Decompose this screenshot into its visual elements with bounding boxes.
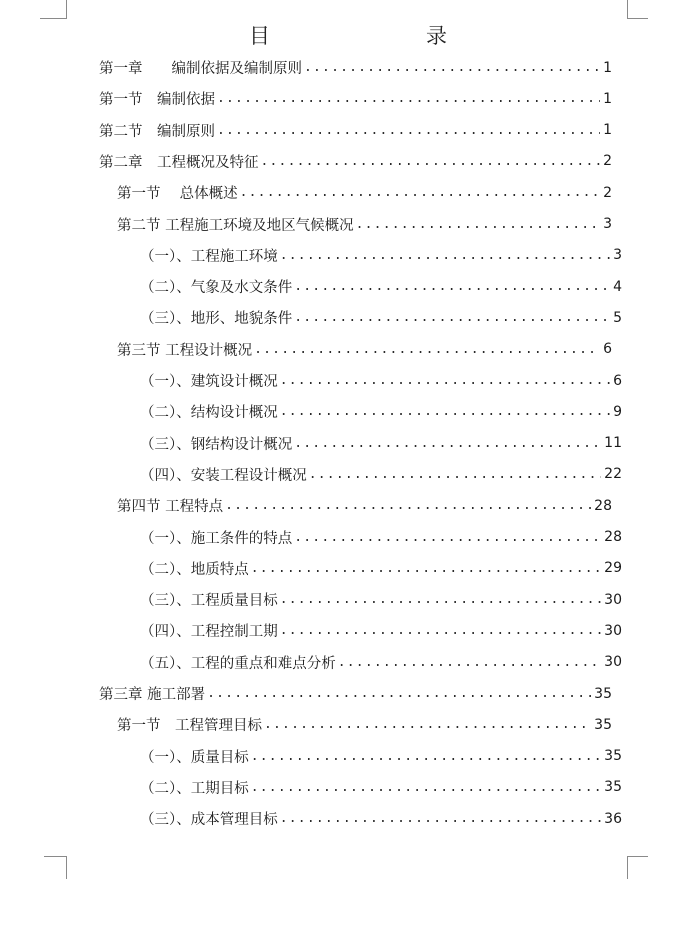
toc-entry-label: 第三章 施工部署 bbox=[99, 687, 206, 703]
toc-entry-page-number: 9 bbox=[613, 403, 622, 420]
toc-entry[interactable] bbox=[140, 553, 622, 584]
crop-mark-top-left bbox=[40, 0, 67, 19]
toc-dot-leader bbox=[294, 437, 601, 450]
toc-entry[interactable] bbox=[140, 647, 622, 678]
toc-dot-leader bbox=[264, 718, 591, 731]
toc-entry-label: 第一节 总体概述 bbox=[117, 186, 238, 203]
toc-entry[interactable] bbox=[140, 396, 622, 427]
toc-entry[interactable] bbox=[117, 334, 612, 365]
toc-entry-page-number: 2 bbox=[603, 184, 612, 201]
toc-dot-leader bbox=[280, 249, 610, 262]
toc-entry-label: （三）、成本管理目标 bbox=[140, 812, 278, 829]
toc-dot-leader bbox=[356, 218, 600, 231]
toc-dot-leader bbox=[294, 311, 610, 324]
toc-entry[interactable] bbox=[99, 115, 612, 146]
toc-entry[interactable] bbox=[117, 177, 612, 208]
toc-entry-page-number: 3 bbox=[603, 216, 612, 232]
toc-entry-label: （二）、地质特点 bbox=[140, 561, 249, 578]
toc-dot-leader bbox=[240, 186, 600, 199]
toc-entry-label: （三）、钢结构设计概况 bbox=[140, 436, 293, 453]
toc-entry[interactable] bbox=[117, 209, 612, 240]
toc-entry-page-number: 28 bbox=[594, 497, 612, 514]
toc-entry[interactable] bbox=[140, 428, 622, 459]
toc-entry[interactable] bbox=[140, 615, 622, 646]
toc-entry-label: 第一节 编制依据 bbox=[99, 92, 215, 109]
toc-title: 目 录 bbox=[249, 24, 485, 48]
toc-entry-label: 第一节 工程管理目标 bbox=[117, 718, 262, 735]
toc-dot-leader bbox=[225, 499, 591, 512]
toc-dot-leader bbox=[280, 374, 610, 387]
toc-entry[interactable] bbox=[140, 240, 622, 271]
toc-dot-leader bbox=[261, 155, 601, 168]
toc-entry-page-number: 6 bbox=[603, 341, 612, 358]
toc-dot-leader bbox=[207, 687, 591, 700]
toc-entry[interactable] bbox=[140, 772, 622, 803]
toc-dot-leader bbox=[217, 92, 600, 105]
toc-entry[interactable] bbox=[99, 52, 612, 83]
toc-entry-label: （二）、气象及水文条件 bbox=[140, 280, 293, 297]
toc-entry-page-number: 3 bbox=[613, 247, 622, 264]
toc-entry-label: （五）、工程的重点和难点分析 bbox=[140, 655, 336, 672]
toc-entry[interactable] bbox=[140, 522, 622, 553]
toc-entry-page-number: 4 bbox=[613, 278, 622, 295]
toc-entry-label: （二）、结构设计概况 bbox=[140, 405, 278, 422]
toc-entry[interactable] bbox=[117, 490, 612, 521]
toc-entry-page-number: 35 bbox=[604, 748, 622, 765]
toc-entry-page-number: 36 bbox=[604, 810, 622, 827]
toc-entry-label: （三）、地形、地貌条件 bbox=[140, 311, 293, 328]
toc-entry[interactable] bbox=[140, 365, 622, 396]
crop-mark-bottom-left bbox=[44, 856, 67, 879]
toc-entry-page-number: 1 bbox=[603, 59, 612, 76]
toc-entry-page-number: 30 bbox=[604, 622, 622, 639]
toc-entry-label: 第二节 编制原则 bbox=[99, 123, 215, 140]
toc-dot-leader bbox=[217, 124, 600, 137]
toc-entry-label: （一）、质量目标 bbox=[140, 749, 249, 766]
toc-entry[interactable] bbox=[117, 709, 612, 740]
toc-entry-label: （二）、工期目标 bbox=[140, 780, 249, 797]
toc-entry-page-number: 1 bbox=[603, 90, 612, 107]
toc-dot-leader bbox=[280, 593, 601, 606]
toc-entry[interactable] bbox=[140, 803, 622, 834]
crop-mark-top-right bbox=[627, 0, 648, 19]
toc-entry[interactable] bbox=[140, 271, 622, 302]
toc-entry-page-number: 1 bbox=[603, 122, 612, 139]
toc-entry-page-number: 35 bbox=[604, 779, 622, 796]
toc-dot-leader bbox=[254, 343, 600, 356]
toc-entry-label: （四）、安装工程设计概况 bbox=[140, 467, 307, 484]
toc-entry-page-number: 28 bbox=[604, 529, 622, 545]
toc-entry[interactable] bbox=[99, 83, 612, 114]
toc-entry-page-number: 30 bbox=[604, 591, 622, 608]
toc-entry[interactable] bbox=[140, 302, 622, 333]
toc-entry-page-number: 22 bbox=[604, 466, 622, 483]
toc-dot-leader bbox=[294, 531, 601, 544]
toc-dot-leader bbox=[280, 812, 601, 825]
toc-entry-label: （四）、工程控制工期 bbox=[140, 624, 278, 641]
toc-entry[interactable] bbox=[140, 741, 622, 772]
toc-dot-leader bbox=[304, 61, 600, 74]
toc-entry-label: （一）、工程施工环境 bbox=[140, 248, 278, 265]
toc-entry-page-number: 5 bbox=[613, 309, 622, 326]
toc-dot-leader bbox=[294, 280, 610, 293]
toc-entry-label: 第二章 工程概况及特征 bbox=[99, 154, 259, 171]
toc-dot-leader bbox=[338, 656, 601, 669]
toc-entry-label: 第三节 工程设计概况 bbox=[117, 342, 253, 359]
toc-entry-label: （三）、工程质量目标 bbox=[140, 593, 278, 610]
toc-dot-leader bbox=[251, 781, 601, 794]
toc-entry[interactable] bbox=[140, 584, 622, 615]
toc-dot-leader bbox=[251, 750, 601, 763]
toc-entry[interactable] bbox=[99, 146, 612, 177]
toc-entry-label: （一）、施工条件的特点 bbox=[140, 530, 293, 547]
toc-entry[interactable] bbox=[99, 678, 612, 709]
toc-entry-page-number: 2 bbox=[603, 153, 612, 170]
toc-entry-label: 第四节 工程特点 bbox=[117, 499, 224, 516]
toc-entry-label: 第一章 编制依据及编制原则 bbox=[99, 61, 302, 77]
toc-entry-page-number: 35 bbox=[594, 716, 612, 733]
toc-dot-leader bbox=[251, 562, 601, 575]
toc-dot-leader bbox=[309, 468, 601, 481]
toc-entry-page-number: 6 bbox=[613, 372, 622, 389]
toc-entry-label: （一）、建筑设计概况 bbox=[140, 374, 278, 390]
toc-dot-leader bbox=[280, 624, 601, 637]
crop-mark-bottom-right bbox=[627, 856, 648, 879]
toc-entry-page-number: 29 bbox=[604, 560, 622, 577]
toc-dot-leader bbox=[280, 405, 610, 418]
toc-entry-page-number: 30 bbox=[604, 654, 622, 671]
toc-entry-label: 第二节 工程施工环境及地区气候概况 bbox=[117, 217, 354, 234]
toc-entry-page-number: 35 bbox=[594, 685, 612, 702]
toc-entry[interactable] bbox=[140, 459, 622, 490]
toc-entry-page-number: 11 bbox=[604, 435, 622, 452]
